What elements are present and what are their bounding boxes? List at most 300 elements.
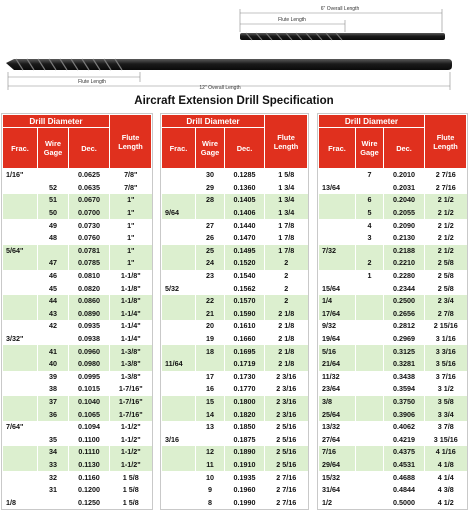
table-row [162,496,308,509]
dec-cell: 0.0670 [69,194,110,207]
frac-cell: 11/64 [162,358,196,371]
flute-length-cell: 2 5/16 [265,459,308,472]
wire-gage-cell: 23 [196,270,225,283]
frac-cell: 11/32 [319,371,356,384]
dec-cell: 0.1440 [225,219,265,232]
wire-gage-cell: 3 [356,232,384,245]
table-row [3,207,152,220]
wire-gage-cell [356,433,384,446]
table-row [3,282,152,295]
wire-gage-cell: 25 [196,245,225,258]
wire-gage-cell: 36 [38,408,69,421]
dec-cell: 0.1590 [225,308,265,321]
flute-length-cell: 2 3/16 [265,383,308,396]
frac-cell [3,396,38,409]
table-row [162,194,308,207]
wire-gage-cell [38,169,69,182]
wire-gage-cell [356,383,384,396]
flute-length-cell: 2 1/8 [265,308,308,321]
wire-gage-cell [38,421,69,434]
long-bit-flute-label: Flute Length [78,79,106,85]
table-row [319,308,467,321]
table-row [162,295,308,308]
flute-length-cell: 2 [265,295,308,308]
table-row [3,433,152,446]
frac-cell [162,169,196,182]
frac-cell: 25/64 [319,408,356,421]
dec-cell: 0.4062 [384,421,425,434]
flute-length-cell: 2 3/4 [425,295,467,308]
wire-gage-cell: 31 [38,484,69,497]
table-row [162,245,308,258]
flute-length-cell: 1-3/8" [110,345,152,358]
frac-cell [3,257,38,270]
wire-gage-cell: 44 [38,295,69,308]
frac-cell: 7/32 [319,245,356,258]
dec-cell: 0.3906 [384,408,425,421]
dec-cell: 0.0700 [69,207,110,220]
dec-cell: 0.1094 [69,421,110,434]
frac-cell [162,446,196,459]
frac-cell [319,270,356,283]
dec-cell: 0.1065 [69,408,110,421]
dec-cell: 0.4219 [384,433,425,446]
long-bit-overall-label: 12" Overall Length [199,85,241,91]
wire-gage-cell [38,333,69,346]
flute-length-cell: 2 1/2 [425,245,467,258]
flute-length-cell: 2 7/16 [265,471,308,484]
flute-length-cell: 2 1/8 [265,358,308,371]
flute-length-cell: 4 1/8 [425,459,467,472]
frac-cell: 29/64 [319,459,356,472]
frac-cell [3,358,38,371]
frac-cell [319,232,356,245]
flute-length-cell: 1 5/8 [110,471,152,484]
flute-length-cell: 2 1/8 [265,345,308,358]
table-row [162,182,308,195]
table-row [319,433,467,446]
dec-cell: 0.0635 [69,182,110,195]
short-bit-dimension-lines [240,9,442,32]
frac-cell [3,282,38,295]
wire-gage-cell: 9 [196,484,225,497]
dec-cell: 0.0730 [69,219,110,232]
table-row [319,396,467,409]
frac-cell [3,484,38,497]
dec-cell: 0.1850 [225,421,265,434]
table-row [3,295,152,308]
dec-cell: 0.2055 [384,207,425,220]
dec-cell: 0.2969 [384,333,425,346]
frac-cell [3,345,38,358]
dec-cell: 0.0625 [69,169,110,182]
table-row [319,320,467,333]
wire-gage-cell: 43 [38,308,69,321]
wire-gage-header: Wire Gage [196,128,225,169]
table-row [162,270,308,283]
dec-cell: 0.1719 [225,358,265,371]
wire-gage-cell [196,433,225,446]
dec-cell: 0.3594 [384,383,425,396]
dec-cell: 0.4844 [384,484,425,497]
dec-cell: 0.1100 [69,433,110,446]
table-row [162,169,308,182]
short-bit-overall-label: 6" Overall Length [320,6,360,12]
frac-cell: 23/64 [319,383,356,396]
dec-cell: 0.1770 [225,383,265,396]
table-row [3,383,152,396]
dec-cell: 0.1990 [225,496,265,509]
frac-cell [162,345,196,358]
wire-gage-cell: 33 [38,459,69,472]
dec-cell: 0.0781 [69,245,110,258]
frac-cell: 27/64 [319,433,356,446]
dec-cell: 0.1495 [225,245,265,258]
dec-cell: 0.2090 [384,219,425,232]
flute-length-cell: 1-1/8" [110,270,152,283]
wire-gage-cell: 6 [356,194,384,207]
wire-gage-cell: 48 [38,232,69,245]
table-row [3,320,152,333]
frac-cell [162,308,196,321]
flute-length-cell: 1" [110,232,152,245]
table-row [162,308,308,321]
wire-gage-cell [356,421,384,434]
drill-diameter-header: Drill Diameter [3,115,110,128]
wire-gage-cell: 5 [356,207,384,220]
wire-gage-cell: 47 [38,257,69,270]
frac-cell: 5/32 [162,282,196,295]
wire-gage-cell: 19 [196,333,225,346]
flute-length-cell: 1-7/16" [110,396,152,409]
frac-cell [3,459,38,472]
spec-table-3 [317,113,468,510]
wire-gage-cell [356,333,384,346]
flute-length-cell: 2 5/16 [265,446,308,459]
frac-cell: 5/16 [319,345,356,358]
wire-gage-cell [356,345,384,358]
dec-cell: 0.1015 [69,383,110,396]
table-row [3,333,152,346]
dec-cell: 0.2656 [384,308,425,321]
wire-gage-cell [356,308,384,321]
dec-cell: 0.0980 [69,358,110,371]
dec-cell: 0.1360 [225,182,265,195]
dec-cell: 0.0785 [69,257,110,270]
frac-cell [3,383,38,396]
dec-cell: 0.1890 [225,446,265,459]
flute-length-cell: 2 1/8 [265,320,308,333]
table-row [162,459,308,472]
frac-cell [162,232,196,245]
frac-cell [3,295,38,308]
dec-header: Dec. [225,128,265,169]
table-row [319,484,467,497]
wire-gage-cell [356,358,384,371]
flute-length-cell: 2 3/16 [265,408,308,421]
wire-gage-cell: 16 [196,383,225,396]
flute-length-cell: 4 1/2 [425,496,467,509]
flute-length-cell: 7/8" [110,169,152,182]
table-row [3,484,152,497]
dec-cell: 0.1960 [225,484,265,497]
dec-cell: 0.1040 [69,396,110,409]
wire-gage-cell [356,245,384,258]
flute-length-cell: 1 7/8 [265,219,308,232]
flute-length-cell: 2 3/16 [265,396,308,409]
wire-gage-cell: 46 [38,270,69,283]
frac-cell [319,194,356,207]
table-row [319,459,467,472]
frac-cell: 19/64 [319,333,356,346]
frac-cell [162,383,196,396]
flute-length-cell: 3 3/4 [425,408,467,421]
table-row [3,219,152,232]
table-row [319,207,467,220]
frac-cell [162,371,196,384]
flute-length-cell: 1-1/4" [110,308,152,321]
dec-cell: 0.0810 [69,270,110,283]
drill-bits-illustration [0,0,468,92]
flute-length-cell: 3 15/16 [425,433,467,446]
frac-cell [3,232,38,245]
table-row [319,295,467,308]
flute-length-cell: 2 [265,257,308,270]
wire-gage-cell: 50 [38,207,69,220]
dec-cell: 0.3750 [384,396,425,409]
wire-gage-cell [196,358,225,371]
frac-cell [162,333,196,346]
frac-cell [162,270,196,283]
table-row [319,446,467,459]
long-drill-bit [6,59,452,70]
frac-cell: 7/64" [3,421,38,434]
flute-length-cell: 1" [110,194,152,207]
dec-cell: 0.1130 [69,459,110,472]
short-drill-bit [240,33,445,40]
frac-cell: 3/32" [3,333,38,346]
table-row [319,219,467,232]
table-row [162,358,308,371]
dec-cell: 0.1570 [225,295,265,308]
wire-gage-header: Wire Gage [356,128,384,169]
flute-length-cell: 2 5/16 [265,421,308,434]
table-row [319,383,467,396]
wire-gage-cell [196,207,225,220]
flute-length-cell: 1-1/8" [110,282,152,295]
wire-gage-cell: 41 [38,345,69,358]
dec-cell: 0.1910 [225,459,265,472]
wire-gage-cell: 10 [196,471,225,484]
frac-cell [162,219,196,232]
flute-length-cell: 1-1/2" [110,433,152,446]
frac-cell [3,320,38,333]
dec-cell: 0.0820 [69,282,110,295]
table-row [319,345,467,358]
flute-length-cell: 1-1/2" [110,446,152,459]
dec-cell: 0.0860 [69,295,110,308]
table-row [319,257,467,270]
dec-cell: 0.2010 [384,169,425,182]
dec-cell: 0.1405 [225,194,265,207]
frac-cell [3,182,38,195]
table-row [162,345,308,358]
flute-length-cell: 1 7/8 [265,232,308,245]
wire-gage-cell: 20 [196,320,225,333]
frac-cell [319,219,356,232]
table-row [162,421,308,434]
flute-length-cell: 1-1/2" [110,421,152,434]
table-row [3,270,152,283]
flute-length-cell: 2 5/8 [425,270,467,283]
table-row [162,471,308,484]
flute-length-cell: 2 5/8 [425,282,467,295]
short-bit-flute-label: Flute Length [278,17,306,23]
wire-gage-cell: 42 [38,320,69,333]
wire-gage-cell: 12 [196,446,225,459]
wire-gage-cell [356,408,384,421]
wire-gage-cell: 24 [196,257,225,270]
wire-gage-cell: 29 [196,182,225,195]
dec-cell: 0.0960 [69,345,110,358]
frac-cell: 7/16 [319,446,356,459]
dec-cell: 0.4688 [384,471,425,484]
table-row [3,308,152,321]
wire-gage-cell: 34 [38,446,69,459]
frac-cell [3,471,38,484]
table-row [162,371,308,384]
frac-cell [162,320,196,333]
flute-length-cell: 2 1/2 [425,232,467,245]
frac-cell: 3/16 [162,433,196,446]
frac-cell: 5/64" [3,245,38,258]
wire-gage-cell: 49 [38,219,69,232]
frac-cell [162,396,196,409]
wire-gage-cell: 18 [196,345,225,358]
frac-cell [3,194,38,207]
flute-length-cell: 2 1/8 [265,333,308,346]
frac-cell: 17/64 [319,308,356,321]
spec-table-body [3,169,152,510]
dec-header: Dec. [69,128,110,169]
frac-cell [3,433,38,446]
dec-cell: 0.3438 [384,371,425,384]
wire-gage-cell [356,471,384,484]
frac-cell [162,459,196,472]
wire-gage-cell: 17 [196,371,225,384]
table-row [162,408,308,421]
spec-table-1 [1,113,153,510]
frac-cell [162,421,196,434]
flute-length-cell: 1" [110,257,152,270]
flute-length-cell: 3 7/16 [425,371,467,384]
frac-cell: 1/2 [319,496,356,509]
flute-length-cell: 4 3/8 [425,484,467,497]
flute-length-cell: 3 3/16 [425,345,467,358]
dec-cell: 0.1660 [225,333,265,346]
flute-length-cell: 1-7/16" [110,408,152,421]
dec-cell: 0.0890 [69,308,110,321]
dec-cell: 0.1200 [69,484,110,497]
frac-cell [3,219,38,232]
flute-length-header: Flute Length [425,115,467,169]
wire-gage-cell: 40 [38,358,69,371]
frac-header: Frac. [162,128,196,169]
dec-cell: 0.2031 [384,182,425,195]
dec-cell: 0.1730 [225,371,265,384]
dec-cell: 0.2280 [384,270,425,283]
dec-cell: 0.0938 [69,333,110,346]
dec-cell: 0.2188 [384,245,425,258]
flute-length-cell: 1-1/2" [110,459,152,472]
frac-cell: 31/64 [319,484,356,497]
spec-table-body [319,169,467,510]
flute-length-cell: 2 7/16 [265,496,308,509]
dec-cell: 0.1520 [225,257,265,270]
table-row [162,219,308,232]
wire-gage-cell: 37 [38,396,69,409]
wire-gage-cell: 26 [196,232,225,245]
table-row [162,232,308,245]
flute-length-cell: 1 5/8 [265,169,308,182]
frac-cell [162,257,196,270]
table-row [319,194,467,207]
flute-length-cell: 1" [110,219,152,232]
flute-length-cell: 1 5/8 [110,496,152,509]
table-row [3,169,152,182]
table-row [319,421,467,434]
table-row [162,446,308,459]
dec-cell: 0.4531 [384,459,425,472]
wire-gage-cell: 13 [196,421,225,434]
table-row [162,320,308,333]
frac-cell: 9/32 [319,320,356,333]
flute-length-cell: 4 1/16 [425,446,467,459]
table-row [319,182,467,195]
wire-gage-cell [356,396,384,409]
spec-table-2 [160,113,309,510]
table-row [3,446,152,459]
flute-length-cell: 2 7/16 [425,169,467,182]
wire-gage-cell: 27 [196,219,225,232]
frac-cell: 13/64 [319,182,356,195]
flute-length-cell: 2 [265,282,308,295]
dec-cell: 0.0935 [69,320,110,333]
frac-cell: 3/8 [319,396,356,409]
frac-cell: 1/16" [3,169,38,182]
wire-gage-cell: 21 [196,308,225,321]
dec-cell: 0.3281 [384,358,425,371]
dec-cell: 0.1935 [225,471,265,484]
table-row [3,358,152,371]
flute-length-cell: 1 7/8 [265,245,308,258]
wire-gage-cell: 51 [38,194,69,207]
wire-gage-cell [356,496,384,509]
wire-gage-cell [356,446,384,459]
frac-cell [319,207,356,220]
flute-length-cell: 1" [110,207,152,220]
table-row [319,282,467,295]
wire-gage-cell: 15 [196,396,225,409]
table-row [319,333,467,346]
frac-cell [162,182,196,195]
wire-gage-cell: 32 [38,471,69,484]
flute-length-cell: 2 1/2 [425,219,467,232]
wire-gage-cell: 28 [196,194,225,207]
wire-gage-cell [356,459,384,472]
frac-cell: 9/64 [162,207,196,220]
table-row [162,333,308,346]
